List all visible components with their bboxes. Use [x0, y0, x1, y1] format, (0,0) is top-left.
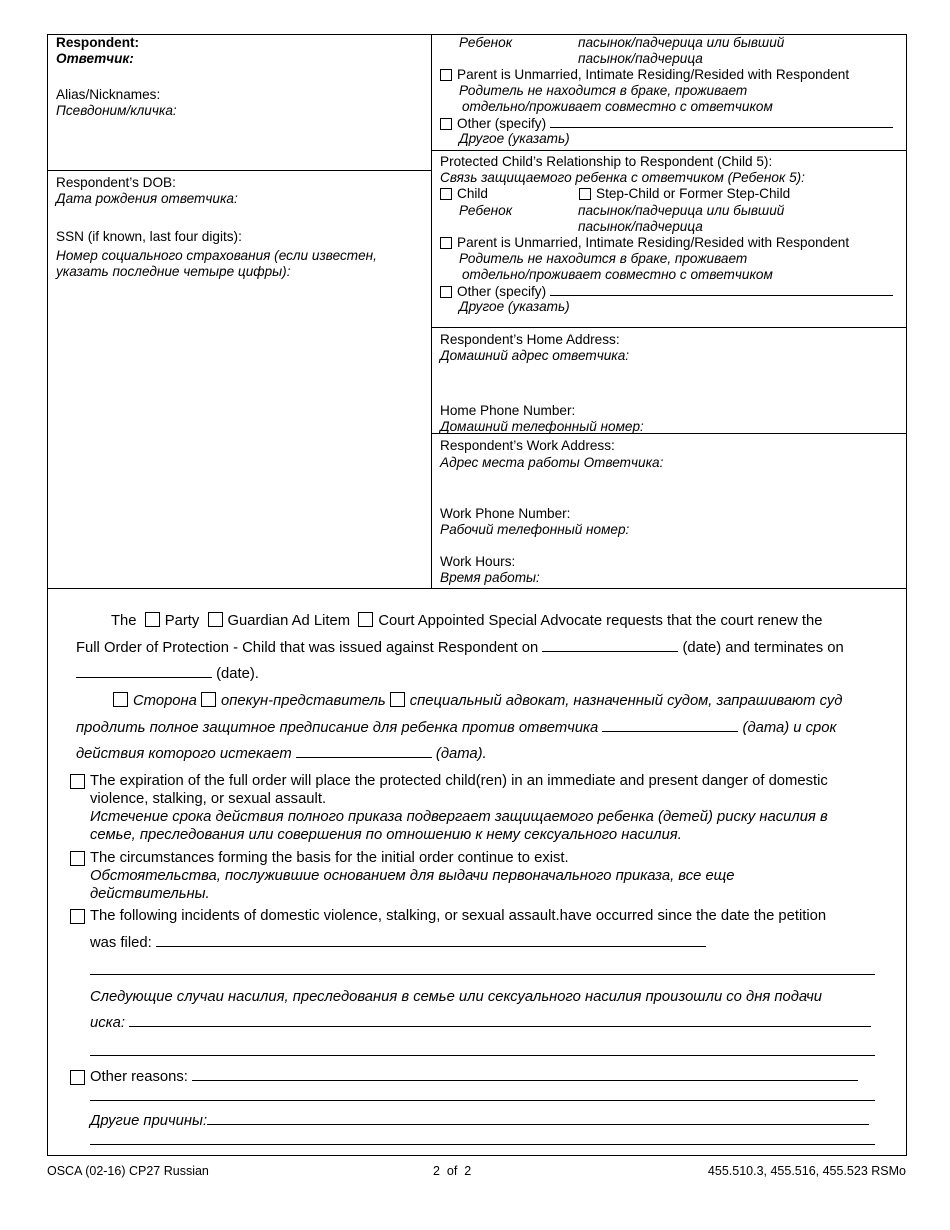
party-ru-checkbox[interactable] — [113, 692, 128, 707]
other-reasons-checkbox[interactable] — [70, 1070, 85, 1085]
child5-other-option: Other (specify) — [440, 283, 893, 300]
ssn-label-ru-1: Номер социального страхования (если известен, — [56, 248, 377, 263]
party-checkbox[interactable] — [145, 612, 160, 627]
work-phone-label: Work Phone Number: — [440, 506, 571, 521]
home-address-label: Respondent’s Home Address: — [440, 332, 620, 347]
child5-child-ru: Ребенок — [459, 203, 513, 218]
alias-label-ru: Псевдоним/кличка: — [56, 103, 177, 118]
expiration-text-1: The expiration of the full order will place the protected child(ren) in an immediate and present danger of domestic — [90, 773, 828, 789]
incidents-checkbox[interactable] — [70, 909, 85, 924]
footer-page-number: 2 of 2 — [433, 1164, 472, 1178]
request-ru-line-2: продлить полное защитное предписание для ребенка против ответчика (дата) и срок — [76, 720, 837, 736]
work-address-label-ru: Адрес места работы Ответчика: — [440, 455, 664, 470]
incidents-ru-field-line-2[interactable] — [90, 1055, 875, 1056]
parent-option-ru-1: Родитель не находится в браке, проживает — [459, 83, 748, 98]
child5-parent-option: Parent is Unmarried, Intimate Residing/Resided with Respondent — [440, 235, 849, 251]
left-row-divider — [47, 170, 431, 171]
other-reasons-ru-line: Другие причины: — [90, 1112, 869, 1130]
request-line-1: The Party Guardian Ad Litem Court Appointed Special Advocate requests that the court renew the — [111, 613, 823, 629]
right-row-divider-2 — [431, 327, 906, 328]
circumstances-text: The circumstances forming the basis for the initial order continue to exist. — [90, 850, 569, 866]
issued-date-ru-field[interactable] — [602, 719, 738, 732]
guardian-checkbox[interactable] — [208, 612, 223, 627]
child5-child-option: Child — [440, 186, 488, 202]
work-hours-label-ru: Время работы: — [440, 570, 540, 585]
terminates-date-ru-field[interactable] — [296, 745, 432, 758]
right-row-divider-1 — [431, 150, 906, 151]
other-reasons-ru-field[interactable] — [207, 1112, 869, 1125]
child5-stepchild-ru-1: пасынок/падчерица или бывший — [578, 203, 785, 218]
home-phone-label-ru: Домашний телефонный номер: — [440, 419, 644, 434]
home-phone-label: Home Phone Number: — [440, 403, 576, 418]
other-option-ru: Другое (указать) — [459, 131, 570, 146]
section-divider — [47, 588, 907, 589]
request-line-3: (date). — [76, 665, 259, 683]
incidents-text-1: The following incidents of domestic violence, stalking, or sexual assault.have occurred since the date the petition — [90, 908, 827, 924]
respondent-label: Respondent: — [56, 35, 140, 50]
incidents-text-ru-1: Следующие случаи насилия, преследования в семье или сексуального насилия произошли со дня подачи — [90, 989, 823, 1005]
child5-child-checkbox[interactable] — [440, 188, 452, 200]
other-reasons-line: Other reasons: — [90, 1068, 858, 1086]
incidents-field-line-2[interactable] — [90, 974, 875, 975]
other-checkbox[interactable] — [440, 118, 452, 130]
ssn-label-ru-2: указать последние четыре цифры): — [56, 264, 291, 279]
parent-checkbox[interactable] — [440, 69, 452, 81]
child5-other-specify-line[interactable] — [550, 283, 893, 296]
other-specify-line[interactable] — [550, 115, 893, 128]
ssn-label: SSN (if known, last four digits): — [56, 229, 242, 244]
circumstances-text-ru-1: Обстоятельства, послужившие основанием для выдачи первоначального приказа, все еще — [90, 868, 735, 884]
other-reasons-field-line-2[interactable] — [90, 1100, 875, 1101]
dob-label: Respondent’s DOB: — [56, 175, 176, 190]
work-hours-label: Work Hours: — [440, 554, 516, 569]
child5-parent-checkbox[interactable] — [440, 237, 452, 249]
expiration-text-ru-2: семье, преследования или совершения по отношению к нему сексуального насилия. — [90, 827, 682, 843]
circumstances-text-ru-2: действительны. — [90, 886, 210, 902]
child5-parent-ru-1: Родитель не находится в браке, проживает — [459, 251, 748, 266]
parent-option: Parent is Unmarried, Intimate Residing/Resided with Respondent — [440, 67, 849, 83]
stepchild-label-ru-2: пасынок/падчерица — [578, 51, 703, 66]
stepchild-label-ru-1: пасынок/падчерица или бывший — [578, 35, 785, 50]
expiration-checkbox[interactable] — [70, 774, 85, 789]
alias-label: Alias/Nicknames: — [56, 87, 161, 102]
incidents-field[interactable] — [156, 934, 706, 947]
parent-option-ru-2: отдельно/проживает совместно с ответчиком — [462, 99, 773, 114]
work-address-label: Respondent’s Work Address: — [440, 438, 615, 453]
casa-checkbox[interactable] — [358, 612, 373, 627]
issued-date-field[interactable] — [542, 639, 678, 652]
child5-title-ru: Связь защищаемого ребенка с ответчиком (Ребенок 5): — [440, 170, 805, 185]
guardian-ru-checkbox[interactable] — [201, 692, 216, 707]
column-divider — [431, 34, 432, 588]
table-left-border — [47, 34, 48, 1156]
request-ru-line-1: Сторона опекун-представитель специальный адвокат, назначенный судом, запрашивают суд — [113, 692, 842, 710]
child5-stepchild-checkbox[interactable] — [579, 188, 591, 200]
request-ru-line-3: действия которого истекает (дата). — [76, 746, 487, 762]
other-reasons-field[interactable] — [192, 1068, 858, 1081]
work-phone-label-ru: Рабочий телефонный номер: — [440, 522, 630, 537]
circumstances-checkbox[interactable] — [70, 851, 85, 866]
child5-title: Protected Child’s Relationship to Respondent (Child 5): — [440, 154, 773, 169]
terminates-date-field[interactable] — [76, 665, 212, 678]
incidents-ru-field[interactable] — [129, 1014, 871, 1027]
child5-other-ru: Другое (указать) — [459, 299, 570, 314]
child5-stepchild-ru-2: пасынок/падчерица — [578, 219, 703, 234]
footer-form-id: OSCA (02-16) CP27 Russian — [47, 1164, 209, 1178]
child5-other-checkbox[interactable] — [440, 286, 452, 298]
casa-ru-checkbox[interactable] — [390, 692, 405, 707]
other-reasons-ru-field-line-2[interactable] — [90, 1144, 875, 1145]
respondent-label-ru: Ответчик: — [56, 51, 134, 66]
child5-stepchild-option: Step-Child or Former Step-Child — [579, 186, 790, 202]
home-address-label-ru: Домашний адрес ответчика: — [440, 348, 630, 363]
table-right-border — [906, 34, 907, 1156]
dob-label-ru: Дата рождения ответчика: — [56, 191, 238, 206]
request-line-2: Full Order of Protection - Child that was issued against Respondent on (date) and terminates on — [76, 640, 844, 656]
child5-parent-ru-2: отдельно/проживает совместно с ответчиком — [462, 267, 773, 282]
incidents-ru-line-2: иска: — [90, 1014, 871, 1032]
incidents-line-2: was filed: — [90, 934, 706, 952]
expiration-text-ru-1: Истечение срока действия полного приказа подвергает защищаемого ребенка (детей) риску насилия в — [90, 809, 828, 825]
expiration-text-2: violence, stalking, or sexual assault. — [90, 791, 327, 807]
table-bottom-border — [47, 1155, 907, 1156]
footer-statutes: 455.510.3, 455.516, 455.523 RSMo — [707, 1164, 906, 1178]
other-option: Other (specify) — [440, 115, 893, 132]
child-label-ru: Ребенок — [459, 35, 513, 50]
